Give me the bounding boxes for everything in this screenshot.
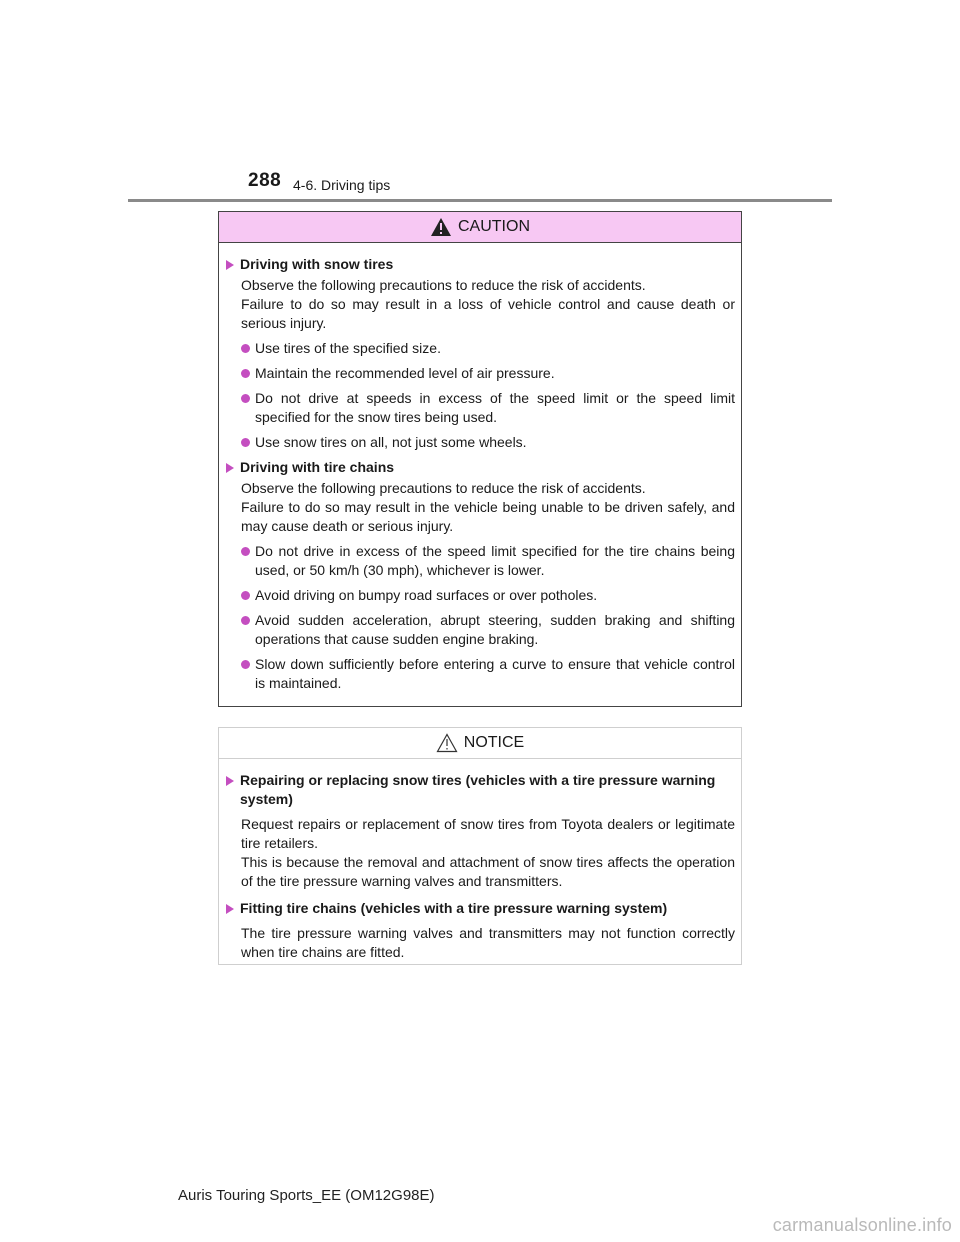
- list-item: Slow down sufficiently before entering a curve to ensure that vehicle control is maintained.: [241, 655, 735, 693]
- dot-bullet-icon: [241, 394, 250, 403]
- dot-bullet-icon: [241, 438, 250, 447]
- warning-triangle-filled-icon: [430, 217, 452, 237]
- triangle-bullet-icon: [226, 776, 234, 786]
- list-item: Avoid driving on bumpy road surfaces or over potholes.: [241, 586, 735, 605]
- caution-label: CAUTION: [458, 218, 530, 235]
- page-number: 288: [248, 170, 282, 191]
- page-header: [0, 0, 960, 210]
- list-item: Maintain the recommended level of air pressure.: [241, 364, 735, 383]
- paragraph: This is because the removal and attachment of snow tires affects the operation of the tire pressure warning valves and transmitters.: [241, 854, 735, 889]
- caution-header: [219, 212, 741, 243]
- paragraph: The tire pressure warning valves and transmitters may not function correctly when tire chains are fitted.: [241, 925, 735, 960]
- dot-bullet-icon: [241, 660, 250, 669]
- header-rule: [128, 199, 832, 202]
- section-heading: Repairing or replacing snow tires (vehicles with a tire pressure warning system): [226, 771, 735, 809]
- section-heading: Driving with tire chains: [226, 458, 735, 477]
- triangle-bullet-icon: [226, 260, 234, 270]
- triangle-bullet-icon: [226, 463, 234, 473]
- notice-box: [218, 727, 742, 965]
- list-item: Avoid sudden acceleration, abrupt steering, sudden braking and shifting operations that cause sudden engine braking.: [241, 611, 735, 649]
- caution-box: [218, 211, 742, 707]
- list-item: Do not drive at speeds in excess of the speed limit or the speed limit specified for the snow tires being used.: [241, 389, 735, 427]
- list-item: Use snow tires on all, not just some wheels.: [241, 433, 735, 452]
- footer-model: Auris Touring Sports_EE (OM12G98E): [178, 1187, 435, 1204]
- section-heading: Driving with snow tires: [226, 255, 735, 274]
- triangle-bullet-icon: [226, 904, 234, 914]
- list-item: Do not drive in excess of the speed limit specified for the tire chains being used, or 50 km/h (30 mph), whichever is lower.: [241, 542, 735, 580]
- dot-bullet-icon: [241, 591, 250, 600]
- dot-bullet-icon: [241, 344, 250, 353]
- paragraph: Failure to do so may result in the vehicle being unable to be driven safely, and may cause death or serious injury.: [241, 499, 735, 534]
- dot-bullet-icon: [241, 369, 250, 378]
- notice-header: [219, 728, 741, 759]
- warning-triangle-outline-icon: [436, 733, 458, 753]
- list-item: Use tires of the specified size.: [241, 339, 735, 358]
- dot-bullet-icon: [241, 547, 250, 556]
- dot-bullet-icon: [241, 616, 250, 625]
- notice-body: [219, 759, 741, 962]
- paragraph: Observe the following precautions to reduce the risk of accidents.: [241, 277, 646, 293]
- caution-body: [219, 243, 741, 693]
- watermark: carmanualsonline.info: [772, 1215, 952, 1235]
- section-title: 4-6. Driving tips: [293, 177, 391, 193]
- paragraph: Observe the following precautions to reduce the risk of accidents.: [241, 480, 646, 496]
- section-heading: Fitting tire chains (vehicles with a tire pressure warning system): [226, 899, 735, 918]
- notice-label: NOTICE: [463, 734, 525, 751]
- paragraph: Request repairs or replacement of snow tires from Toyota dealers or legitimate tire retailers.: [241, 816, 735, 851]
- paragraph: Failure to do so may result in a loss of vehicle control and cause death or serious injury.: [241, 296, 735, 331]
